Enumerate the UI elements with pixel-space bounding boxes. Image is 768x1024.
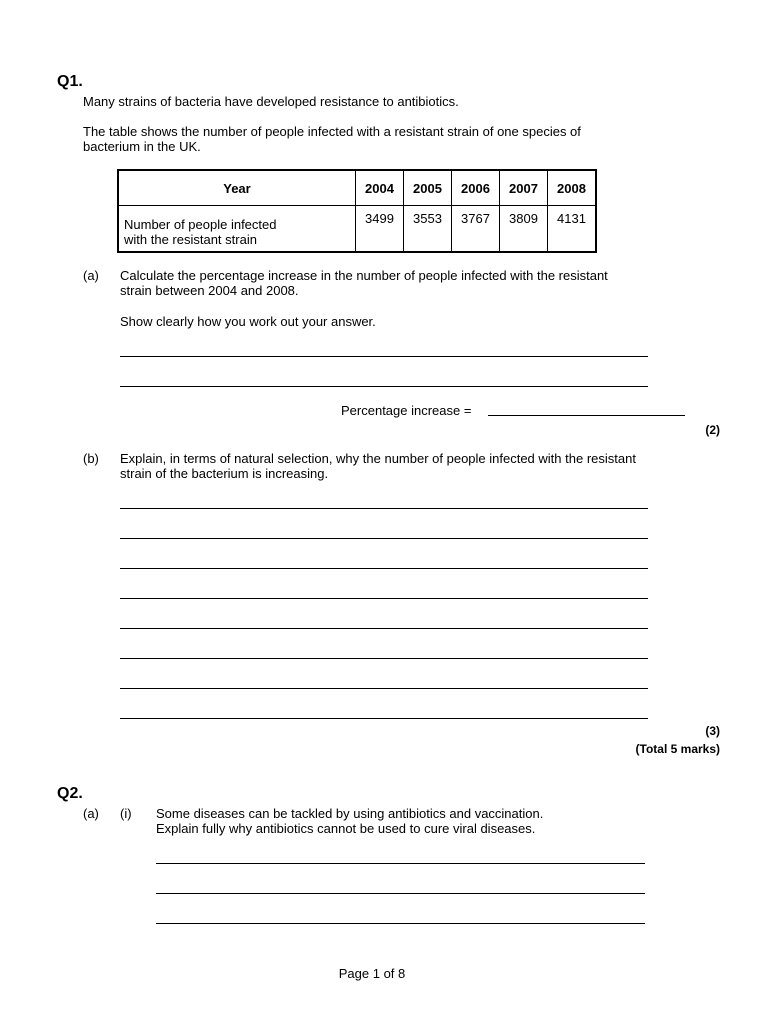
q2-answer-line-3[interactable] <box>156 923 645 924</box>
row-label-line-1: Number of people infected <box>124 217 277 232</box>
row-label-line-2: with the resistant strain <box>124 232 257 247</box>
part-a-label: (a) <box>83 268 99 283</box>
part-b-marks: (3) <box>705 724 720 738</box>
table-year-2007: 2007 <box>500 170 548 206</box>
part-a-text-line-1: Calculate the percentage increase in the number of people infected with the resistant <box>120 268 608 283</box>
table-cell-2006: 3767 <box>452 206 500 253</box>
question-1-total-marks: (Total 5 marks) <box>635 742 720 756</box>
part-b-answer-line-3[interactable] <box>120 568 648 569</box>
table-row-label <box>118 206 356 253</box>
part-a-answer-line-1[interactable] <box>120 356 648 357</box>
percentage-increase-label: Percentage increase = <box>341 403 472 418</box>
part-b-label: (b) <box>83 451 99 466</box>
table-intro-line-1: The table shows the number of people infected with a resistant strain of one species of <box>83 124 581 139</box>
q2-answer-line-2[interactable] <box>156 893 645 894</box>
table-year-2005: 2005 <box>404 170 452 206</box>
question-1-intro: Many strains of bacteria have developed resistance to antibiotics. <box>83 94 459 109</box>
part-b-text-line-1: Explain, in terms of natural selection, why the number of people infected with the resistant <box>120 451 636 466</box>
part-b-answer-line-1[interactable] <box>120 508 648 509</box>
part-b-answer-line-4[interactable] <box>120 598 648 599</box>
table-year-2006: 2006 <box>452 170 500 206</box>
table-intro-line-2: bacterium in the UK. <box>83 139 201 154</box>
table-cell-2004: 3499 <box>356 206 404 253</box>
part-b-answer-line-2[interactable] <box>120 538 648 539</box>
part-b-answer-line-6[interactable] <box>120 658 648 659</box>
page-number-footer: Page 1 of 8 <box>338 966 406 981</box>
table-header-row <box>118 170 596 206</box>
question-1-number: Q1. <box>57 73 83 90</box>
part-a-marks: (2) <box>705 423 720 437</box>
q2-part-a-label: (a) <box>83 806 99 821</box>
table-row <box>118 206 596 253</box>
part-b-answer-line-7[interactable] <box>120 688 648 689</box>
part-b-answer-line-5[interactable] <box>120 628 648 629</box>
q2-answer-line-1[interactable] <box>156 863 645 864</box>
part-a-text-line-2: strain between 2004 and 2008. <box>120 283 299 298</box>
part-b-answer-line-8[interactable] <box>120 718 648 719</box>
question-2-number: Q2. <box>57 785 83 802</box>
part-a-instruction: Show clearly how you work out your answer. <box>120 314 376 329</box>
part-b-text-line-2: strain of the bacterium is increasing. <box>120 466 329 481</box>
table-year-2008: 2008 <box>548 170 597 206</box>
table-year-2004: 2004 <box>356 170 404 206</box>
q2-text-line-1: Some diseases can be tackled by using antibiotics and vaccination. <box>156 806 544 821</box>
part-a-answer-line-2[interactable] <box>120 386 648 387</box>
q2-text-line-2: Explain fully why antibiotics cannot be used to cure viral diseases. <box>156 821 536 836</box>
table-cell-2007: 3809 <box>500 206 548 253</box>
table-cell-2005: 3553 <box>404 206 452 253</box>
infection-table <box>117 169 597 253</box>
q2-sub-i-label: (i) <box>120 806 132 821</box>
table-cell-2008: 4131 <box>548 206 597 253</box>
percentage-increase-answer-line[interactable] <box>488 415 685 416</box>
table-header-year: Year <box>118 170 356 206</box>
